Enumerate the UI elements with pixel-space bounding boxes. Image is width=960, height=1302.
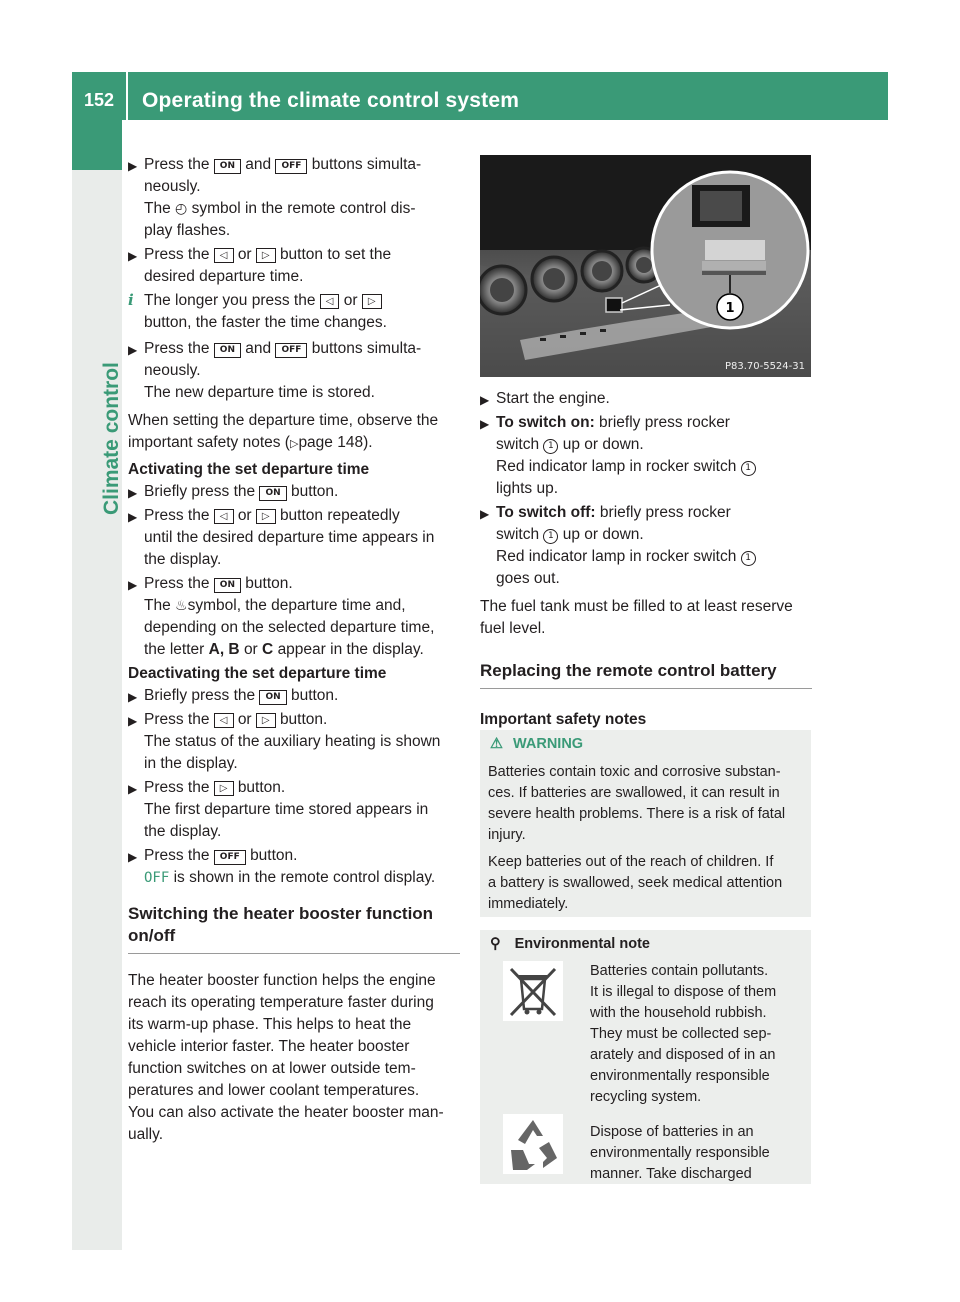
arrow-icon: ▶ (128, 159, 138, 173)
off-button-icon: OFF (275, 343, 307, 358)
environmental-heading: ⚲ Environmental note (490, 936, 650, 952)
on-button-icon: ON (259, 486, 286, 501)
recycling-icon (503, 1114, 563, 1174)
off-display-text: OFF (144, 870, 170, 886)
info-icon: i (128, 291, 134, 309)
step-activate-3: ▶ Press the ON button. The ♨symbol, the departure time and, depending on the selected departure time, the letter A, B or C appear in the display. (128, 575, 435, 658)
right-column (480, 388, 812, 731)
environment-bulb-icon: ⚲ (490, 936, 501, 952)
off-button-icon: OFF (275, 159, 307, 174)
heading-activating: Activating the set departure time (128, 461, 370, 478)
left-button-icon: ◁ (214, 248, 234, 263)
arrow-icon: ▶ (480, 417, 490, 431)
header-divider (126, 72, 128, 120)
step-activate-1: ▶ Briefly press the ON button. (128, 481, 460, 503)
right-button-icon: ▷ (256, 509, 276, 524)
left-button-icon: ◁ (320, 294, 340, 309)
info-note: i The longer you press the ◁ or ▷ button, the faster the time changes. (128, 291, 387, 331)
callout-1-icon: 1 (543, 529, 558, 544)
image-code: P83.70-5524-31 (724, 361, 805, 372)
step-store-time: ▶ Press the ON and OFF buttons simulta- neously. The new departure time is stored. (128, 340, 422, 401)
environmental-text-2: Dispose of batteries in an environmentally responsible manner. Take discharged (590, 1124, 770, 1182)
callout-1-icon: 1 (543, 439, 558, 454)
heater-symbol-icon: ♨ (175, 598, 188, 614)
right-button-icon: ▷ (214, 781, 234, 796)
left-column (128, 154, 460, 1146)
step-switch-off: ▶ To switch off: briefly press rocker switch 1 up or down. Red indicator lamp in rocker switch 1 goes out. (480, 502, 812, 590)
callout-number: 1 (725, 301, 735, 316)
arrow-icon: ▶ (128, 249, 138, 263)
step-activate-2: ▶ Press the ◁ or ▷ button repeatedly until the desired departure time appears in the display. (128, 507, 435, 568)
page-number: 152 (83, 90, 115, 110)
page-ref-icon: ▷ (289, 437, 299, 450)
arrow-icon: ▶ (128, 850, 138, 864)
chapter-tab (72, 120, 122, 170)
safety-reference-paragraph: When setting the departure time, observe the important safety notes (▷page 148). (128, 410, 460, 455)
arrow-icon: ▶ (128, 714, 138, 728)
right-button-icon: ▷ (362, 294, 382, 309)
warning-heading: ⚠ WARNING (490, 736, 584, 752)
timer-symbol-icon: ◴ (175, 201, 188, 217)
callout-1-icon: 1 (741, 551, 756, 566)
page-header (72, 72, 888, 120)
dashboard-illustration (480, 155, 811, 377)
crossed-bin-icon (503, 961, 563, 1021)
arrow-icon: ▶ (480, 393, 490, 407)
step-set-time: ▶ Press the ◁ or ▷ button to set the desired departure time. (128, 246, 392, 285)
environmental-text-1: Batteries contain pollutants. It is illegal to dispose of them with the household rubbish. They must be collected sep- arately and disposed of in an environmentally responsible recycling system. (590, 963, 777, 1105)
environmental-note-box (480, 930, 811, 1184)
dashboard-photo (480, 155, 811, 377)
step-deactivate-4: ▶ Press the OFF button. OFF is shown in the remote control display. (128, 847, 436, 886)
on-button-icon: ON (214, 578, 241, 593)
warning-box (480, 730, 811, 917)
step-deactivate-2: ▶ Press the ◁ or ▷ button. The status of the auxiliary heating is shown in the display. (128, 711, 441, 772)
on-button-icon: ON (259, 690, 286, 705)
warning-triangle-icon: ⚠ (490, 736, 503, 752)
heading-deactivating: Deactivating the set departure time (128, 665, 387, 682)
step-switch-on: ▶ To switch on: briefly press rocker switch 1 up or down. Red indicator lamp in rocker switch 1 lights up. (480, 412, 812, 500)
arrow-icon: ▶ (480, 507, 490, 521)
on-button-icon: ON (214, 343, 241, 358)
left-button-icon: ◁ (214, 509, 234, 524)
heading-safety-notes: Important safety notes (480, 711, 647, 728)
step-start-engine: ▶ Start the engine. (480, 388, 812, 410)
arrow-icon: ▶ (128, 486, 138, 500)
off-button-icon: OFF (214, 850, 246, 865)
page-title: Operating the climate control system (142, 89, 520, 112)
warning-body: Batteries contain toxic and corrosive substan- ces. If batteries are swallowed, it can result in severe health problems. There is a risk of fatal injury. Keep batteries out of the reach of children. If a battery is swallowed, seek medical attention immediately. (488, 764, 786, 912)
arrow-icon: ▶ (128, 782, 138, 796)
arrow-icon: ▶ (128, 578, 138, 592)
chapter-sidebar (72, 120, 122, 1250)
booster-paragraph: The heater booster function helps the engine reach its operating temperature faster during its warm-up phase. This helps to heat the vehicle interior faster. The heater booster function switches on at lower outside tem- peratures and lower coolant temperatures. You can also activate the heater booster man- ually. (128, 972, 444, 1143)
arrow-icon: ▶ (128, 690, 138, 704)
heading-heater-booster: Switching the heater booster function on/off (128, 903, 460, 954)
callout-1-icon: 1 (741, 461, 756, 476)
step-press-on-off: ▶ Press the ON and OFF buttons simulta- neously. The ◴ symbol in the remote control dis- play flashes. (128, 156, 422, 239)
step-deactivate-3: ▶ Press the ▷ button. The first departure time stored appears in the display. (128, 779, 429, 840)
fuel-paragraph: The fuel tank must be filled to at least reserve fuel level. (480, 598, 793, 637)
on-button-icon: ON (214, 159, 241, 174)
step-deactivate-1: ▶ Briefly press the ON button. (128, 685, 460, 707)
left-button-icon: ◁ (214, 713, 234, 728)
right-button-icon: ▷ (256, 713, 276, 728)
arrow-icon: ▶ (128, 343, 138, 357)
right-button-icon: ▷ (256, 248, 276, 263)
arrow-icon: ▶ (128, 510, 138, 524)
chapter-label: Climate control (100, 362, 123, 515)
heading-replace-battery: Replacing the remote control battery (480, 660, 812, 689)
